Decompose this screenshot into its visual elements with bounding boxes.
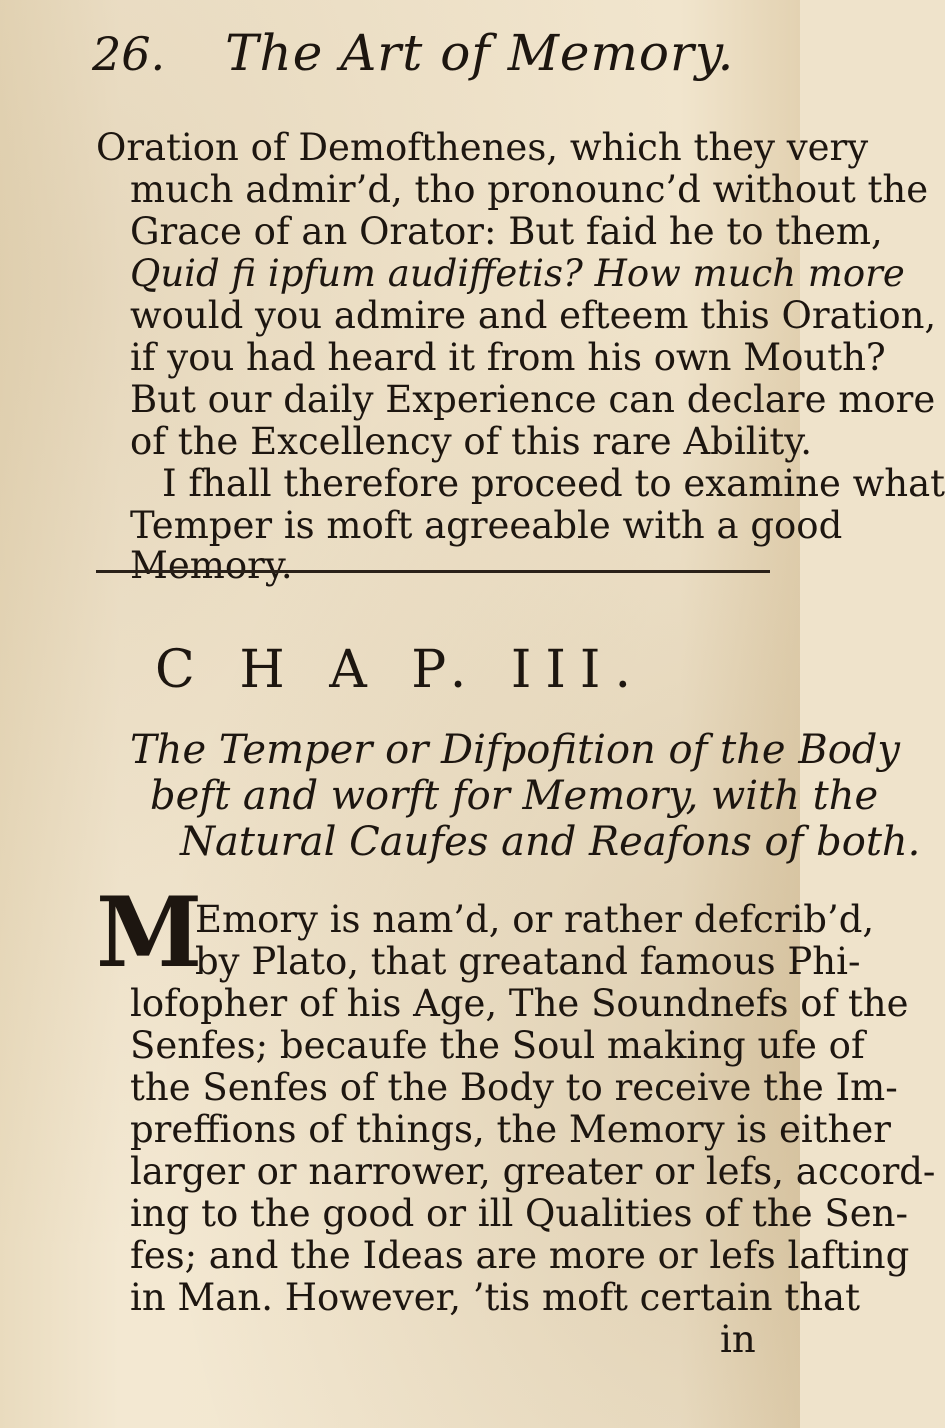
text-line: Quid fi ipfum audiffetis? How much more bbox=[130, 252, 905, 295]
body-line: Emory is nam’d, or rather defcrib’d, bbox=[195, 898, 875, 941]
text-line: Memory. bbox=[130, 544, 293, 587]
running-title: The Art of Memory. bbox=[225, 24, 735, 82]
page-header bbox=[92, 24, 760, 104]
chapter-title-line: The Temper or Difpofition of the Body bbox=[130, 727, 900, 773]
text-line: would you admire and efteem this Oration, bbox=[130, 294, 937, 337]
text-line: Grace of an Orator: But faid he to them, bbox=[130, 210, 883, 253]
catchword: in bbox=[720, 1318, 756, 1361]
chapter-title-line: beft and worft for Memory, with the bbox=[150, 773, 879, 819]
text-line: But our daily Experience can declare more bbox=[130, 378, 936, 421]
body-line: lofopher of his Age, The Soundnefs of the bbox=[130, 982, 909, 1025]
text-line: I fhall therefore proceed to examine what bbox=[162, 462, 945, 505]
body-line: in Man. However, ’tis moft certain that bbox=[130, 1276, 860, 1319]
body-line: ing to the good or ill Qualities of the Sen- bbox=[130, 1192, 908, 1235]
text-line: Temper is moft agreeable with a good bbox=[130, 504, 843, 547]
section-rule bbox=[96, 570, 770, 573]
body-line: preffions of things, the Memory is either bbox=[130, 1108, 891, 1151]
text-line: of the Excellency of this rare Ability. bbox=[130, 420, 812, 463]
text-line: much admir’d, tho pronounc’d without the bbox=[130, 168, 929, 211]
text-line: if you had heard it from his own Mouth? bbox=[130, 336, 886, 379]
text-line: Oration of Demofthenes, which they very bbox=[96, 126, 869, 169]
chapter-heading: C H A P. III. bbox=[155, 640, 645, 700]
body-line: fes; and the Ideas are more or lefs lafting bbox=[130, 1234, 910, 1277]
body-line: Senfes; becaufe the Soul making ufe of bbox=[130, 1024, 865, 1067]
drop-cap: M bbox=[96, 876, 203, 989]
body-line: by Plato, that greatand famous Phi- bbox=[195, 940, 861, 983]
page-number: 26. bbox=[92, 27, 166, 81]
body-line: the Senfes of the Body to receive the Im- bbox=[130, 1066, 898, 1109]
chapter-title-line: Natural Caufes and Reafons of both. bbox=[180, 819, 921, 865]
body-line: larger or narrower, greater or lefs, accord- bbox=[130, 1150, 936, 1193]
